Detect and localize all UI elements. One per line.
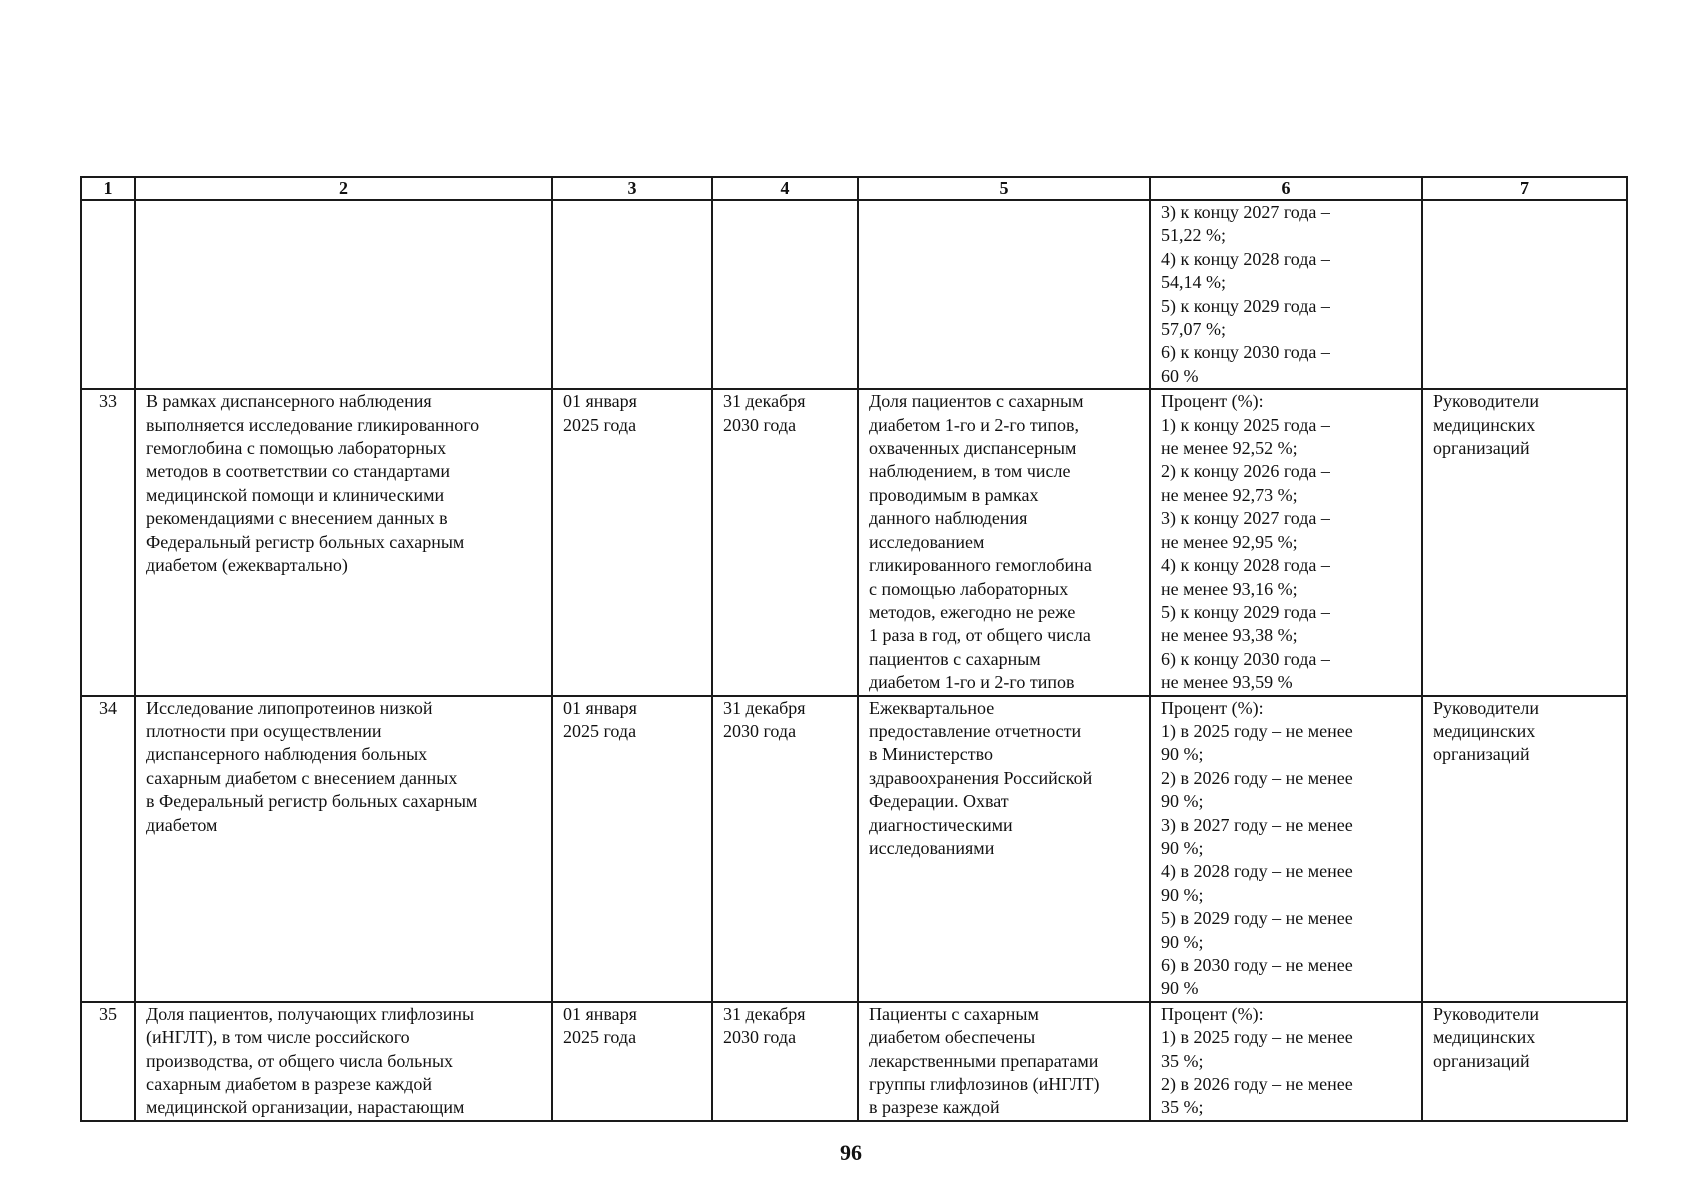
cell-text-line: Ежеквартальное: [869, 697, 995, 718]
cell-text-line: 90 %;: [1161, 744, 1204, 765]
cell-text-line: 6) к концу 2030 года –: [1161, 648, 1330, 669]
table-row-33: [81, 389, 1627, 695]
cell-text-line: 2) к концу 2026 года –: [1161, 461, 1330, 482]
cell-text-line: Процент (%):: [1161, 391, 1264, 412]
cell-text-line: 31 декабря: [723, 697, 806, 718]
cell-text-line: 3) в 2027 году – не менее: [1161, 814, 1353, 835]
cell-measure: [135, 389, 552, 695]
cell-text-line: 01 января: [563, 697, 637, 718]
table-row-35: [81, 1002, 1627, 1121]
cell-text-line: 57,07 %;: [1161, 319, 1226, 340]
cell-text-line: Процент (%):: [1161, 1003, 1264, 1024]
cell-text-line: 1) к концу 2025 года –: [1161, 414, 1330, 435]
cell-text-line: пациентов с сахарным: [869, 648, 1041, 669]
cell-text-line: 90 %;: [1161, 884, 1204, 905]
cell-number: 33: [81, 389, 135, 695]
cell-text-line: не менее 93,16 %;: [1161, 578, 1298, 599]
cell-measure: [135, 1002, 552, 1121]
cell-text-line: 2025 года: [563, 414, 637, 435]
cell-text-line: в разрезе каждой: [869, 1097, 1000, 1118]
cell-indicator: [858, 389, 1150, 695]
cell-text-line: 4) к концу 2028 года –: [1161, 555, 1330, 576]
cell-text-line: 6) в 2030 году – не менее: [1161, 955, 1353, 975]
cell-number: [81, 200, 135, 389]
cell-text-line: предоставление отчетности: [869, 720, 1082, 741]
cell-text-line: 35 %;: [1161, 1097, 1204, 1118]
cell-text-line: 3) к концу 2027 года –: [1161, 508, 1330, 529]
cell-text-line: 2025 года: [563, 720, 637, 741]
cell-text-line: Федеральный регистр больных сахарным: [146, 531, 465, 552]
cell-text-line: 2030 года: [723, 720, 797, 741]
cell-text-line: проводимым в рамках: [869, 484, 1039, 505]
cell-start-date: [552, 389, 712, 695]
cell-text-line: 2030 года: [723, 1027, 797, 1048]
cell-number: 35: [81, 1002, 135, 1121]
cell-text-line: 1 раза в год, от общего числа: [869, 625, 1091, 646]
cell-text-line: Доля пациентов, получающих глифлозины: [146, 1003, 475, 1024]
cell-end-date: [712, 200, 858, 389]
cell-text-line: 5) к концу 2029 года –: [1161, 601, 1330, 622]
cell-text-line: 51,22 %;: [1161, 225, 1226, 246]
cell-text-line: гемоглобина с помощью лабораторных: [146, 438, 447, 459]
cell-text-line: 5) к концу 2029 года –: [1161, 295, 1330, 316]
cell-text-line: Руководители: [1433, 1003, 1539, 1024]
cell-indicator: [858, 1002, 1150, 1121]
cell-text-line: диабетом: [146, 814, 218, 835]
cell-text-line: группы глифлозинов (иНГЛТ): [869, 1074, 1100, 1095]
cell-text-line: 31 декабря: [723, 391, 806, 412]
column-header-6: 6: [1150, 177, 1422, 200]
cell-text-line: организаций: [1433, 438, 1530, 459]
cell-text-line: выполняется исследование гликированного: [146, 414, 480, 435]
cell-text-line: медицинской помощи и клиническими: [146, 484, 445, 505]
cell-text-line: 90 %;: [1161, 791, 1204, 812]
cell-text-line: исследованиями: [869, 837, 995, 858]
cell-text-line: исследованием: [869, 531, 985, 552]
cell-text-line: медицинских: [1433, 1027, 1536, 1048]
cell-text-line: 90 %;: [1161, 837, 1204, 858]
cell-target-values: [1150, 1002, 1422, 1121]
cell-text-line: 01 января: [563, 391, 637, 412]
cell-text-line: сахарным диабетом с внесением данных: [146, 767, 458, 788]
cell-target-values: [1150, 696, 1422, 1002]
cell-text-line: 90 %;: [1161, 931, 1204, 952]
cell-text-line: организаций: [1433, 1050, 1530, 1071]
cell-text-line: методов, ежегодно не реже: [869, 601, 1076, 622]
cell-text-line: Руководители: [1433, 697, 1539, 718]
cell-number: 34: [81, 696, 135, 1002]
header-row: [81, 177, 1627, 200]
cell-text-line: 5) в 2029 году – не менее: [1161, 908, 1353, 929]
cell-indicator: [858, 200, 1150, 389]
column-header-1: 1: [81, 177, 135, 200]
cell-text-line: не менее 92,95 %;: [1161, 531, 1298, 552]
column-header-7: 7: [1422, 177, 1627, 200]
cell-text-line: диагностическими: [869, 814, 1013, 835]
cell-text-line: не менее 92,73 %;: [1161, 484, 1298, 505]
cell-text-line: здравоохранения Российской: [869, 767, 1093, 788]
cell-text-line: 35 %;: [1161, 1050, 1204, 1071]
cell-text-line: Пациенты с сахарным: [869, 1003, 1039, 1024]
cell-target-values: [1150, 389, 1422, 695]
cell-text-line: 2) в 2026 году – не менее: [1161, 1074, 1353, 1095]
cell-target-values: [1150, 200, 1422, 389]
cell-text-line: с помощью лабораторных: [869, 578, 1069, 599]
cell-text-line: 31 декабря: [723, 1003, 806, 1024]
cell-text-line: не менее 92,52 %;: [1161, 438, 1298, 459]
measures-table: [80, 176, 1628, 1122]
cell-text-line: 3) к концу 2027 года –: [1161, 202, 1330, 222]
cell-end-date: [712, 1002, 858, 1121]
cell-text-line: 4) в 2028 году – не менее: [1161, 861, 1353, 882]
cell-indicator: [858, 696, 1150, 1002]
table-row-continuation: [81, 200, 1627, 389]
cell-text-line: 01 января: [563, 1003, 637, 1024]
page-number: 96: [840, 1140, 862, 1165]
cell-text-line: медицинской организации, нарастающим: [146, 1097, 465, 1118]
cell-text-line: лекарственными препаратами: [869, 1050, 1099, 1071]
cell-text-line: Федерации. Охват: [869, 791, 1009, 812]
cell-text-line: гликированного гемоглобина: [869, 555, 1092, 576]
cell-text-line: данного наблюдения: [869, 508, 1028, 529]
cell-text-line: 2) в 2026 году – не менее: [1161, 767, 1353, 788]
cell-text-line: (иНГЛТ), в том числе российского: [146, 1027, 410, 1048]
cell-text-line: диабетом обеспечены: [869, 1027, 1036, 1048]
column-header-5: 5: [858, 177, 1150, 200]
cell-text-line: 60 %: [1161, 365, 1199, 386]
cell-text-line: 1) в 2025 году – не менее: [1161, 1027, 1353, 1048]
cell-text-line: Доля пациентов с сахарным: [869, 391, 1084, 412]
cell-measure: [135, 200, 552, 389]
cell-text-line: не менее 93,59 %: [1161, 672, 1293, 693]
cell-text-line: 1) в 2025 году – не менее: [1161, 720, 1353, 741]
cell-start-date: [552, 1002, 712, 1121]
cell-start-date: [552, 696, 712, 1002]
cell-responsible: [1422, 389, 1627, 695]
cell-responsible: [1422, 696, 1627, 1002]
cell-text-line: охваченных диспансерным: [869, 438, 1077, 459]
cell-start-date: [552, 200, 712, 389]
column-header-4: 4: [712, 177, 858, 200]
cell-text-line: не менее 93,38 %;: [1161, 625, 1298, 646]
cell-text-line: методов в соответствии со стандартами: [146, 461, 451, 482]
cell-text-line: наблюдением, в том числе: [869, 461, 1071, 482]
cell-text-line: плотности при осуществлении: [146, 720, 382, 741]
cell-text-line: 4) к концу 2028 года –: [1161, 248, 1330, 269]
cell-text-line: сахарным диабетом в разрезе каждой: [146, 1074, 433, 1095]
cell-end-date: [712, 696, 858, 1002]
cell-text-line: медицинских: [1433, 414, 1536, 435]
cell-text-line: 6) к концу 2030 года –: [1161, 342, 1330, 363]
table-row-34: [81, 696, 1627, 1002]
cell-text-line: диабетом 1-го и 2-го типов,: [869, 414, 1079, 435]
cell-responsible: [1422, 1002, 1627, 1121]
cell-text-line: рекомендациями с внесением данных в: [146, 508, 448, 529]
cell-text-line: Исследование липопротеинов низкой: [146, 697, 433, 718]
cell-text-line: диабетом 1-го и 2-го типов: [869, 672, 1075, 693]
cell-responsible: [1422, 200, 1627, 389]
cell-text-line: 54,14 %;: [1161, 272, 1226, 293]
cell-text-line: производства, от общего числа больных: [146, 1050, 454, 1071]
cell-text-line: 2025 года: [563, 1027, 637, 1048]
cell-text-line: медицинских: [1433, 720, 1536, 741]
column-header-2: 2: [135, 177, 552, 200]
cell-text-line: диабетом (ежеквартально): [146, 555, 348, 576]
cell-text-line: диспансерного наблюдения больных: [146, 744, 428, 765]
cell-text-line: Руководители: [1433, 391, 1539, 412]
cell-end-date: [712, 389, 858, 695]
cell-text-line: организаций: [1433, 744, 1530, 765]
cell-text-line: Процент (%):: [1161, 697, 1264, 718]
cell-text-line: В рамках диспансерного наблюдения: [146, 391, 432, 412]
cell-text-line: 90 %: [1161, 978, 1199, 999]
cell-text-line: 2030 года: [723, 414, 797, 435]
cell-text-line: в Федеральный регистр больных сахарным: [146, 791, 478, 812]
cell-text-line: в Министерство: [869, 744, 993, 765]
column-header-3: 3: [552, 177, 712, 200]
cell-measure: [135, 696, 552, 1002]
